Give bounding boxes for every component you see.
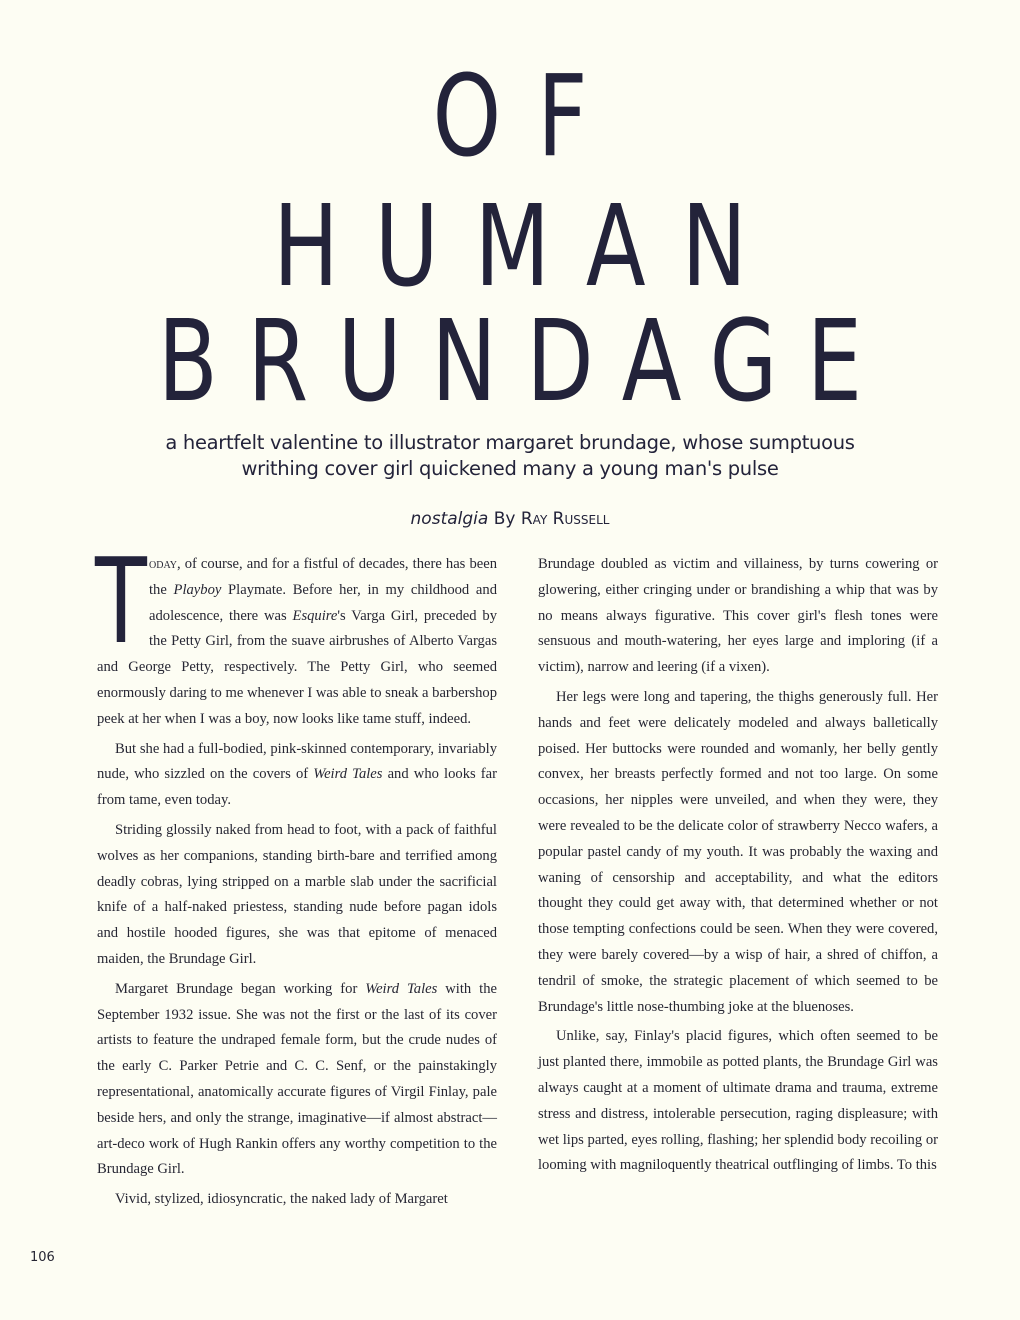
paragraph-2 (97, 737, 497, 814)
magazine-title: Weird Tales (365, 980, 438, 997)
paragraph-3: Striding glossily naked from head to foot, with a pack of faithful wolves as her companions, standing birth-bare and terrified among deadly cobras, lying stripped on a marble slab under the sacrificial knife of a half-naked priestess, standing nude before pagan idols and hostile hooded figures, she was that epitome of menaced maiden, the Brundage Girl. (97, 821, 497, 967)
magazine-title: Weird Tales (313, 766, 383, 783)
paragraph-5-continued: Brundage doubled as victim and villainess, by turns cowering or glowering, either cringing under or brandishing a whip that was by no means always figurative. This cover girl's flesh tones were sensuous and mouth-watering, her eyes large and imploring (if a victim), narrow and leering (if a vixen). (538, 556, 938, 676)
magazine-title: Playboy (173, 581, 222, 598)
text-run: Margaret Brundage began working for (115, 980, 366, 997)
article-dek: a heartfelt valentine to illustrator margaret brundage, whose sumptuous writhing cover girl quickened many a young man's pulse (165, 431, 855, 480)
text-run: Playmate. Before her, in my childhood and adolescence, there was (149, 581, 497, 624)
lead-word: oday (149, 556, 177, 572)
text-run: and who looks far from tame, even today. (97, 766, 497, 809)
paragraph-6: Her legs were long and tapering, the thighs generously full. Her hands and feet were delicately modeled and always balletically poised. Her buttocks were rounded and womanly, her belly gently convex, her breasts perfectly formed and not too large. On some occasions, her nipples were unveiled, and when they were, they were revealed to be the delicate color of strawberry Necco wafers, a popular pastel candy of my youth. It was probably the waxing and waning of censorship and acceptability, and what the editors thought they could get away with, that determined whether or not those tempting confections could be seen. When they were covered, they were barely covered—by a wisp of hair, a shred of chiffon, a tendril of smoke, the strategic placement of which seemed to be Brundage's little nose-thumbing joke at the bluenoses. (538, 688, 938, 1015)
byline (0, 509, 1020, 529)
text-run: , of course, and for a fistful of decades, there has been the (149, 556, 497, 598)
text-run: with the September 1932 issue. She was not the first or the last of its cover artists to feature the undraped female form, but the crude nudes of the early C. Parker Petrie and C. C. Senf, or the painstakingly representational, anatomically accurate figures of Virgil Finlay, pale beside hers, and only the strange, imaginative—if almost abstract—art-deco work of Hugh Rankin offers any worthy competition to the Brundage Girl. (97, 980, 497, 1178)
column-left (95, 532, 497, 1217)
paragraph-5: Vivid, stylized, idiosyncratic, the naked lady of Margaret (115, 1191, 448, 1208)
section-kicker: nostalgia (410, 509, 489, 529)
column-right (538, 552, 938, 1183)
text-run: 's Varga Girl, preceded by the Petty Girl, from the suave airbrushes of Alberto Vargas and George Petty, respectively. The Petty Girl, who seemed enormously daring to me whenever I was able to sneak a barbershop peek at her when I was a boy, now looks like tame stuff, indeed. (97, 607, 497, 727)
title-line-1: OF (432, 52, 624, 182)
paragraph-7: Unlike, say, Finlay's placid figures, which often seemed to be just planted there, immobile as potted plants, the Brundage Girl was always caught at a moment of ultimate drama and trauma, extreme stress and distress, intolerable persecution, raging displeasure; with wet lips parted, eyes rolling, flashing; her splendid body recoiling or looming with magniloquently theatrical outflinging of limbs. To this (538, 1028, 938, 1174)
paragraph-4 (97, 977, 497, 1183)
title-line-3: BRUNDAGE (157, 297, 892, 427)
paragraph-1 (95, 532, 497, 733)
page-number: 106 (30, 1250, 55, 1265)
title-line-2: HUMAN (273, 182, 783, 312)
drop-cap: T (95, 532, 147, 670)
text-run: But she had a full-bodied, pink-skinned contemporary, invariably nude, who sizzled on the covers of (97, 740, 497, 783)
magazine-title: Esquire (292, 607, 338, 624)
byline-by: By (493, 509, 516, 529)
author-name: Ray Russell (520, 509, 610, 529)
